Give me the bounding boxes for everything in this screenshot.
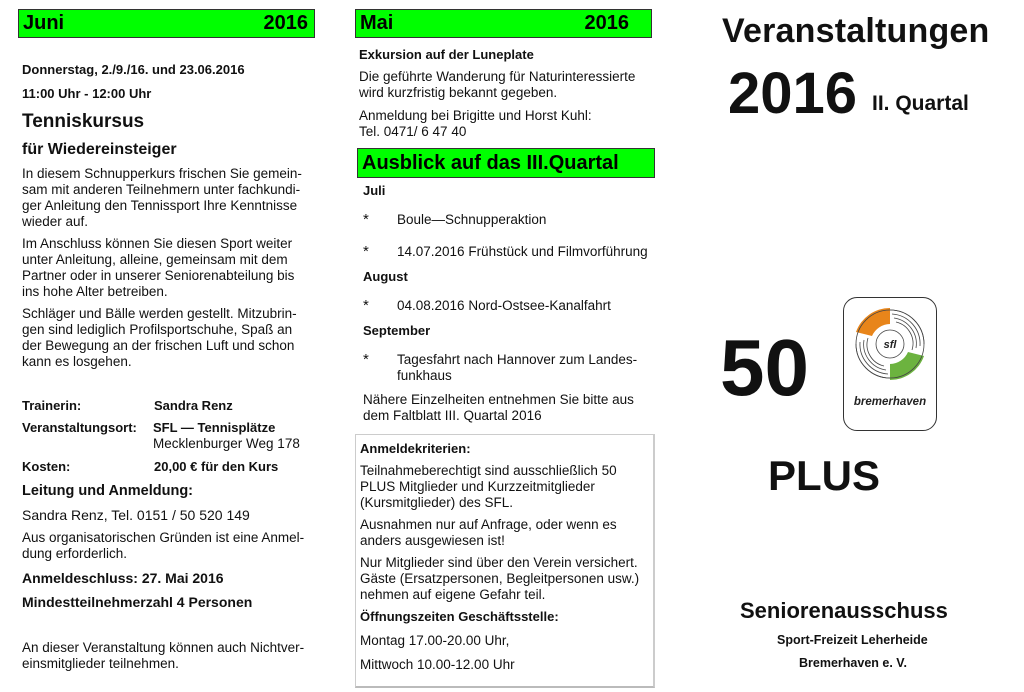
bullet-icon: * (363, 243, 369, 260)
course-description-2: Im Anschluss können Sie diesen Sport weiter unter Anleitung, alleine, gemeinsam mit dem Partner oder in unserer Seniorenabteilung bis ins hohe Alter betreiben. (22, 236, 295, 299)
opening-hours-wednesday: Mittwoch 10.00-12.00 Uhr (360, 657, 515, 672)
opening-hours-title: Öffnungszeiten Geschäftsstelle: (360, 609, 559, 624)
outlook-item: 14.07.2016 Frühstück und Filmvorführung (397, 244, 648, 259)
non-members-note: An dieser Veranstaltung können auch Nichtver-einsmitglieder teilnehmen. (22, 640, 305, 671)
event-time: 11:00 Uhr - 12:00 Uhr (22, 86, 152, 101)
course-subtitle: für Wiedereinsteiger (22, 141, 177, 158)
bullet-icon: * (363, 351, 369, 368)
outlook-header-text: Ausblick auf das III.Quartal (362, 151, 619, 174)
course-title: Tenniskursus (22, 111, 145, 132)
mai-header-year: 2016 (584, 12, 629, 34)
course-description-1: In diesem Schnupperkurs frischen Sie gemein-sam mit anderen Teilnehmern unter fachkundi-ger Anleitung den Tennissport Ihre Kenntnisse wieder auf. (22, 166, 302, 229)
minimum-participants: Mindestteilnehmerzahl 4 Personen (22, 594, 253, 610)
outlook-header (357, 148, 655, 178)
logo-city-text: bremerhaven (853, 396, 927, 408)
trainer-label: Trainerin: (22, 398, 82, 413)
outlook-item: 04.08.2016 Nord-Ostsee-Kanalfahrt (397, 298, 611, 313)
juni-header-year: 2016 (263, 12, 308, 34)
contact-title: Leitung und Anmeldung: (22, 483, 194, 499)
venue-label: Veranstaltungsort: (22, 420, 137, 435)
cover-column (700, 0, 1024, 692)
bullet-icon: * (363, 211, 369, 228)
contact-value: Sandra Renz, Tel. 0151 / 50 520 149 (22, 507, 250, 523)
registration-note: Aus organisatorischen Gründen ist eine Anmel-dung erforderlich. (22, 530, 305, 561)
org-line-1: Sport-Freizeit Leherheide (777, 633, 928, 647)
outlook-item: Boule—Schnupperaktion (397, 212, 547, 227)
bullet-icon: * (363, 297, 369, 314)
cost-value: 20,00 € für den Kurs (154, 459, 279, 474)
org-line-2: Bremerhaven e. V. (799, 656, 907, 670)
fifty-label: 50 (720, 323, 809, 412)
sfl-logo (843, 297, 937, 431)
cover-title: Veranstaltungen (722, 12, 990, 50)
cover-year: 2016 (728, 61, 858, 126)
venue-value: SFL — Tennisplätze (153, 420, 276, 435)
venue-address: Mecklenburger Weg 178 (153, 436, 300, 451)
mai-header (355, 9, 652, 38)
criteria-paragraph-1: Teilnahmeberechtigt sind ausschließlich 50 PLUS Mitglieder und Kurzzeitmitglieder (Kursmitglieder) des SFL. (360, 463, 617, 510)
outlook-footer: Nähere Einzelheiten entnehmen Sie bitte aus dem Faltblatt III. Quartal 2016 (363, 392, 634, 423)
outlook-month-juli: Juli (363, 183, 386, 198)
sfl-logo-icon (852, 306, 928, 382)
excursion-description: Die geführte Wanderung für Naturinteressierte wird kurzfristig bekannt gegeben. (359, 69, 636, 100)
outlook-month-august: August (363, 269, 408, 284)
excursion-title: Exkursion auf der Luneplate (359, 47, 534, 62)
excursion-registration: Anmeldung bei Brigitte und Horst Kuhl: Tel. 0471/ 6 47 40 (359, 108, 592, 139)
course-description-3: Schläger und Bälle werden gestellt. Mitzubrin-gen sind lediglich Profilsportschuhe, Spaß an der Bewegung an der frischen Luft und schon kann es losgehen. (22, 306, 297, 369)
registration-deadline: Anmeldeschluss: 27. Mai 2016 (22, 570, 224, 586)
logo-inner-text: sfl (883, 339, 897, 351)
outlook-item: Tagesfahrt nach Hannover zum Landes-funkhaus (397, 352, 638, 383)
criteria-box (355, 434, 655, 688)
outlook-month-september: September (363, 323, 431, 338)
juni-header (18, 9, 315, 38)
criteria-title: Anmeldekriterien: (360, 441, 471, 456)
event-date: Donnerstag, 2./9./16. und 23.06.2016 (22, 62, 245, 77)
opening-hours-monday: Montag 17.00-20.00 Uhr, (360, 633, 510, 648)
juni-header-month: Juni (23, 12, 65, 34)
criteria-paragraph-3: Nur Mitglieder sind über den Verein versichert. Gäste (Ersatzpersonen, Begleitpersonen usw.) nehmen auf eigene Gefahr teil. (360, 555, 640, 602)
trainer-value: Sandra Renz (154, 398, 233, 413)
plus-label: PLUS (768, 452, 881, 499)
org-name: Seniorenausschuss (740, 598, 948, 623)
mai-header-month: Mai (360, 12, 394, 34)
cover-quarter: II. Quartal (872, 92, 969, 115)
criteria-paragraph-2: Ausnahmen nur auf Anfrage, oder wenn es anders ausgewiesen ist! (360, 517, 617, 548)
cost-label: Kosten: (22, 459, 71, 474)
